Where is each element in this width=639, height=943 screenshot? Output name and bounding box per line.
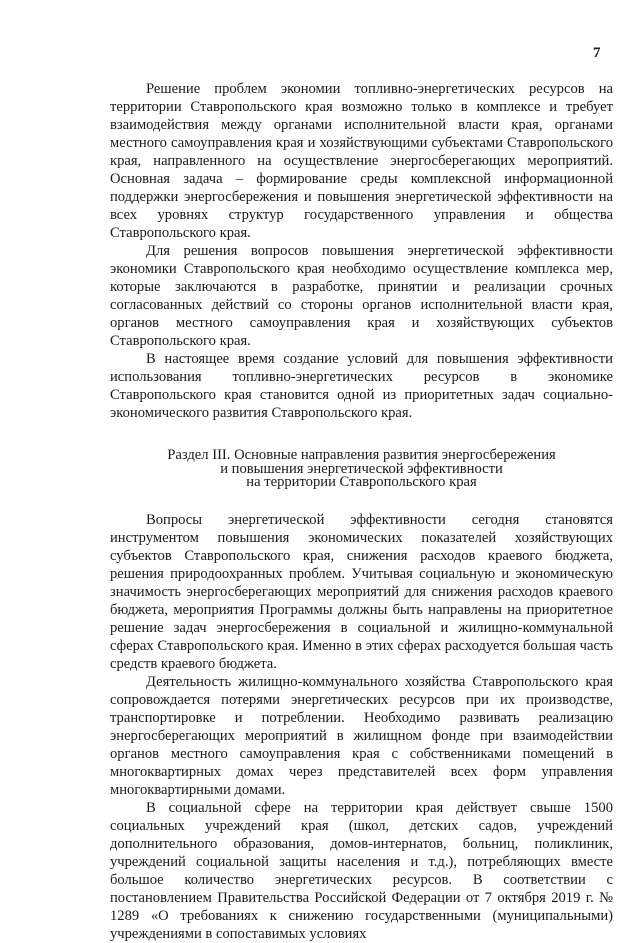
paragraph-section-1: Вопросы энергетической эффективности сегодня становятся инструментом повышения экономических показателей хозяйствующих субъектов Ставропольского края, снижения расходов краевого бюджета, решения природоохранных проблем. Учитывая социальную и экономическую значимость энергосберегающих мероприятий для снижения расходов краевого бюджета, мероприятия Программы должны быть направлены на приоритетное решение задач энергосбережения в социальной и жилищно-коммунальной сферах Ставропольского края. Именно в этих сферах расходуется большая часть средств краевого бюджета. <box>110 511 613 672</box>
section-heading-line-3: на территории Ставропольского края <box>246 474 477 490</box>
section-heading-line-2: и повышения энергетической эффективности <box>220 460 503 477</box>
document-body <box>110 80 613 943</box>
page-number: 7 <box>593 45 601 61</box>
paragraph-section-3: В социальной сфере на территории края действует свыше 1500 социальных учреждений края (школ, детских садов, учреждений дополнительного образования, домов-интернатов, больниц, поликлиник, учреждений социальной защиты населения и т.д.), потребляющих вместе большое количество энергетических ресурсов. В соответствии с постановлением Правительства Российской Федерации от 7 октября 2019 г. № 1289 «О требованиях к снижению государственными (муниципальными) учреждениями в сопоставимых условиях <box>110 799 613 942</box>
paragraph-section-2: Деятельность жилищно-коммунального хозяйства Ставропольского края сопровождается потерями энергетических ресурсов при их производстве, транспортировке и потреблении. Необходимо развивать реализацию энергосберегающих мероприятий в жилищном фонде при взаимодействии органов местного самоуправления края с собственниками помещений в многоквартирных домах через представителей всех форм управления многоквартирными домами. <box>110 673 613 798</box>
section-heading-line-1: Раздел III. Основные направления развития энергосбережения <box>167 447 556 463</box>
paragraph-intro-2: Для решения вопросов повышения энергетической эффективности экономики Ставропольского края необходимо осуществление комплекса мер, которые заключаются в разработке, принятии и реализации срочных согласованных действий со стороны органов исполнительной власти края, органов местного самоуправления края и хозяйствующих субъектов Ставропольского края. <box>110 243 613 349</box>
section-heading <box>110 449 613 490</box>
paragraph-intro-3: В настоящее время создание условий для повышения эффективности использования топливно-энергетических ресурсов в экономике Ставропольского края становится одной из приоритетных задач социально-экономического развития Ставропольского края. <box>110 351 613 421</box>
paragraph-intro-1: Решение проблем экономии топливно-энергетических ресурсов на территории Ставропольского края возможно только в комплексе и требует взаимодействия между органами исполнительной власти края, органами местного самоуправления края и хозяйствующими субъектами Ставропольского края, направленного на осуществление энергосберегающих мероприятий. Основная задача – формирование среды комплексной информационной поддержки энергосбережения и повышения энергетической эффективности на всех уровнях структур государственного управления и общества Ставропольского края. <box>110 81 613 241</box>
